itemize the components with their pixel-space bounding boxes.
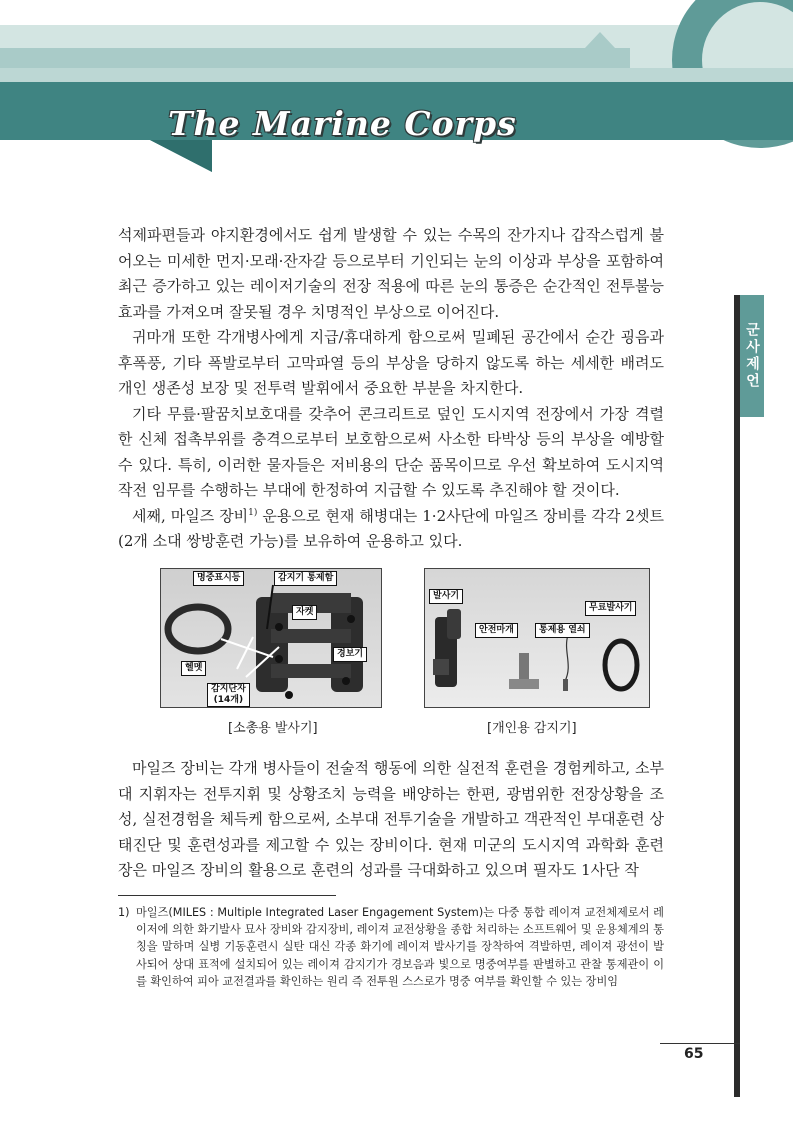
rifle-transmitter-photo: [160, 568, 382, 708]
body-text-top: [118, 223, 664, 555]
body-text-bottom: [118, 756, 664, 884]
footnote-text: 마일즈(MILES : Multiple Integrated Laser Engagement System)는 다중 통합 레이져 교전체제로서 레이저에 의한 화기발사 묘사 장비와 감지장비, 레이져 교전상황을 종합 처리하는 소프트웨어 및 운용체계의 통칭을 말하며 실병 기동훈련시 실탄 대신 각종 화기에 레이져 발사기를 장착하여 격발하면, 레이져 광선이 발사되어 상대 표적에 설치되어 있는 레이져 감지기가 경보음과 빛으로 명중여부를 판별하고 관찰 통제관이 이를 확인하여 피아 교전결과를 확인하는 원리 즉 전투원 스스로가 명중 여부를 확인할 수 있는 장비임: [136, 906, 664, 988]
paragraph: 귀마개 또한 각개병사에게 지급/휴대하게 함으로써 밀폐된 공간에서 순간 굉음과 후폭풍, 기타 폭발로부터 고막파열 등의 부상을 당하지 않도록 하는 세세한 배려도 개인 생존성 보장 및 전투력 발휘에서 중요한 부분을 차지한다.: [118, 328, 664, 397]
label-detector-control: 감지기 통제함: [274, 571, 337, 586]
label-control-key: 통제용 열쇠: [535, 623, 590, 638]
paragraph-text: 세째, 마일즈 장비: [132, 506, 249, 525]
page-number-rule: [660, 1043, 740, 1044]
label-sensor: [207, 683, 250, 707]
caption-right: [개인용 감지기]: [487, 721, 577, 736]
footnote-ref[interactable]: 1): [248, 507, 258, 518]
photo-illustration: [161, 569, 382, 708]
section-tab: [740, 295, 764, 417]
paragraph: 기타 무릎·팔꿈치보호대를 갖추어 콘크리트로 덮인 도시지역 전장에서 가장 격렬한 신체 접촉부위를 충격으로부터 보호함으로써 사소한 타박상 등의 부상을 예방할 수 있다. 특히, 이러한 물자들은 저비용의 단순 품목이므로 우선 확보하여 도시지역작전 임무를 수행하는 부대에 한정하여 지급할 수 있도록 추진해야 할 것이다.: [118, 404, 664, 499]
label-hit-indicator: 명중표시등: [193, 571, 244, 586]
magazine-title: The Marine Corps: [168, 104, 517, 143]
paragraph: 석제파편들과 야지환경에서도 쉽게 발생할 수 있는 수목의 잔가지나 갑작스럽게 불어오는 미세한 먼지·모래·잔자갈 등으로부터 기인되는 눈의 이상과 부상을 포함하여 최근 증가하고 있는 레이저기술의 전장 적용에 따른 눈의 통증은 순간적인 전투불능 효과를 가져오며 잘못될 경우 치명적인 부상으로 이어진다.: [118, 226, 664, 321]
paragraph-text: 운용으로 현재 해병대는 1·2사단에 마일즈 장비를 각각 2셋트(2개 소대 쌍방훈련 가능)를 보유하여 운용하고 있다.: [118, 506, 664, 550]
paragraph: 마일즈 장비는 각개 병사들이 전술적 행동에 의한 실전적 훈련을 경험케하고, 소부대 지휘자는 전투지휘 및 상황조치 능력을 배양하는 한편, 광범위한 전장상황을 조성, 실전경험을 체득케 함으로써, 소부대 전투기술을 개발하고 객관적인 부대훈련 상태진단 및 훈련성과를 제고할 수 있는 장비이다. 현재 미군의 도시지역 과학화 훈련장은 마일즈 장비의 활용으로 훈련의 성과를 극대화하고 있으며 필자도 1사단 작: [118, 759, 664, 879]
section-tab-label: 군사제언: [744, 322, 760, 390]
label-safety-pin: 안전마개: [475, 623, 518, 638]
label-helmet: 헬멧: [181, 661, 206, 676]
caption-left: [소총용 발사기]: [228, 721, 318, 736]
label-sensor-count: (14개): [213, 695, 244, 705]
label-transmitter: 발사기: [429, 589, 463, 604]
personal-detector-photo: [424, 568, 650, 708]
footnote-rule: [118, 895, 336, 896]
figure-row: [160, 568, 650, 736]
label-sensor-name: 감지단자: [211, 684, 246, 694]
label-jacket: 자켓: [292, 605, 317, 620]
banner-graphic: [0, 0, 793, 180]
footnote-number: 1): [118, 906, 130, 919]
header-banner: [0, 0, 793, 180]
paragraph-miles: [118, 504, 664, 555]
label-blank-transmitter: 무료발사기: [585, 601, 636, 616]
page-number: 65: [684, 1046, 704, 1062]
footnote: [118, 904, 664, 990]
label-alarm: 경보기: [333, 647, 367, 662]
